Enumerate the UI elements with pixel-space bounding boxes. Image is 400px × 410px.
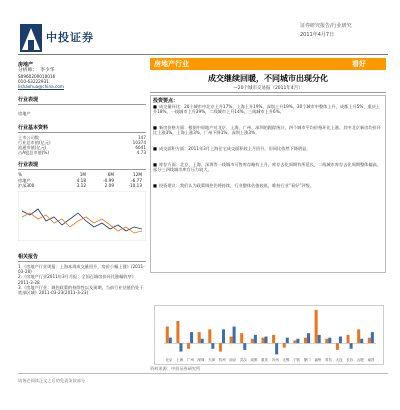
x-tick-label: 杭州 <box>218 358 226 363</box>
header-divider <box>18 54 388 55</box>
x-tick-label: 深圳 <box>197 358 205 363</box>
x-tick-label: 长沙 <box>346 358 354 363</box>
bar-厦门-series-0 <box>304 338 307 344</box>
divider <box>18 261 146 262</box>
x-tick-label: 重庆 <box>261 358 269 363</box>
bar-宁波-series-0 <box>293 340 296 343</box>
x-tick-label: 武汉 <box>239 358 247 363</box>
company-logo-icon <box>18 22 46 56</box>
bar-广州-series-1 <box>190 332 193 343</box>
x-tick-label: 南京 <box>229 358 237 363</box>
bar-大连-series-1 <box>339 337 342 344</box>
bar-天津-series-0 <box>208 329 211 343</box>
report-headline: 成交继续回暖，不同城市出现分化 <box>208 74 328 83</box>
bar-重庆-series-0 <box>261 338 264 344</box>
bar-苏州-series-0 <box>272 335 275 343</box>
left-sidebar <box>18 56 146 295</box>
table-row: 行业总市值(亿元) 10374 <box>18 139 146 145</box>
perf-chart-caption: 房地产 <box>18 110 31 116</box>
cert-number: S0960200010016 <box>18 74 56 79</box>
related-reports-list: 1.《房地产行业周报：上海本周成交量回升，房价小幅上涨》(2011-03-28) 2.《房地产行业2011年3月月报：全国百城房价环比涨幅收窄》2011-3-28 3.《房地产行业：调控政策的持续性以及预期，当前行业估值仍处于底部区域》2011-03-23(2011-3-23) <box>18 264 145 296</box>
table-header: % 1M 6M 12M <box>18 172 142 178</box>
bar-南京-series-1 <box>233 327 236 344</box>
bar-成都-series-1 <box>254 335 257 343</box>
analyst-label: 分析师： <box>18 68 38 73</box>
divider <box>150 92 386 93</box>
x-tick-label: 厦门 <box>303 358 311 363</box>
bar-无锡-series-0 <box>283 343 286 347</box>
summary-para: ■ 投资建议：我们认为政策调控仍将持续，行业整体估值较低，维持行业“看好”评级。 <box>153 183 315 188</box>
bar-南昌-series-1 <box>371 332 374 343</box>
bar-大连-series-0 <box>336 343 339 350</box>
perf-title: 行业表现 <box>18 96 39 103</box>
report-date: 2011年4月7日 <box>300 32 335 38</box>
x-tick-label: 天津 <box>208 358 215 363</box>
industry-label: 房地产 <box>18 62 34 68</box>
x-tick-label: 无锡 <box>282 358 290 363</box>
city-bar-chart <box>154 305 384 365</box>
bar-广州-series-0 <box>187 343 190 349</box>
bullet-icon: ■ <box>153 146 157 151</box>
divider <box>18 169 146 170</box>
bar-成都-series-0 <box>251 339 254 343</box>
bar-上海-series-0 <box>176 321 179 343</box>
bar-北京-series-0 <box>166 327 169 344</box>
x-tick-label: 合肥 <box>356 358 364 363</box>
bar-北京-series-1 <box>169 338 172 344</box>
banner-industry: 房地产行业 <box>154 60 189 68</box>
bullet-icon: ■ <box>153 125 157 130</box>
bar-南京-series-0 <box>230 337 233 344</box>
summary-para: ■ 成交面积方面：2011年3月上海住宅成交面积较上月回升，但同比依然下降明显。 <box>153 146 311 151</box>
table-row: 沪深300 3.12 2.09 -10.13 <box>18 182 142 188</box>
bar-青岛-series-0 <box>325 339 328 343</box>
report-type: 证券研究报告/行业研究 <box>300 23 352 29</box>
bar-重庆-series-1 <box>264 337 267 344</box>
summary-para: ■ 库存方面：北京、上海、深圳等一线城市可售库存略有上升，库存去化周期有所延长，二线城市库存去化周期整体偏高，部分三四线城市库存压力较大。 <box>153 162 381 173</box>
x-tick-label: 南昌 <box>367 358 375 363</box>
table-row: 流通市值(亿元) 6641 <box>18 145 146 151</box>
x-tick-label: 福州 <box>314 358 322 363</box>
basic-info-table <box>18 135 146 156</box>
x-tick-label: 北京 <box>165 358 173 363</box>
disclaimer-footer: 请务必阅读正文之后的免责条款部分 <box>18 378 86 383</box>
bar-杭州-series-0 <box>219 343 222 351</box>
report-subheadline: —20个城市交易报（2011年4月） <box>233 86 303 91</box>
x-tick-label: 成都 <box>250 358 258 363</box>
x-tick-label: 广州 <box>186 358 194 363</box>
summary-para: ■ 成交量环比：20个城市中北京上升17%、上海上升19%、深圳上升19%，30个城市中整体上升，成都上升5%、重庆上升18%，一线城市上升39%，二线城市上升14%，三线城市上升6%。 <box>153 104 381 115</box>
perf-caption-row <box>18 107 146 120</box>
bar-合肥-series-1 <box>360 339 363 343</box>
bar-青岛-series-1 <box>328 338 331 344</box>
bar-长沙-series-0 <box>347 335 350 343</box>
bar-厦门-series-1 <box>307 333 310 343</box>
table-row: 上市公司数 147 <box>18 134 146 140</box>
bar-武汉-series-1 <box>243 343 246 350</box>
company-name: 中投证券 <box>46 31 94 44</box>
perf-table <box>18 172 146 188</box>
perf2-title: 行业表现 <box>18 162 39 169</box>
x-tick-label: 大连 <box>335 358 343 363</box>
related-reports-title: 相关报告 <box>18 254 39 261</box>
divider <box>18 104 146 105</box>
chart-source: 资料来源：中投证券研究所 <box>150 366 201 371</box>
summary-title: 投资要点： <box>153 98 179 104</box>
bar-杭州-series-1 <box>222 329 225 343</box>
bullet-icon: ■ <box>153 162 157 167</box>
bullet-icon: ■ <box>153 104 157 109</box>
bar-无锡-series-1 <box>286 338 289 344</box>
table-row: 占A股总市值(%) 4.73 <box>18 150 146 156</box>
email-link[interactable]: lishaohua@china.com <box>18 84 64 90</box>
basic-info-title: 行业基本资料 <box>18 124 49 131</box>
x-tick-label: 青岛 <box>324 358 332 363</box>
bar-苏州-series-1 <box>275 343 278 354</box>
bar-合肥-series-0 <box>357 329 360 343</box>
divider <box>18 132 146 133</box>
bar-南昌-series-0 <box>368 338 371 344</box>
banner-rating: 看好 <box>352 60 366 68</box>
bar-深圳-series-1 <box>201 339 204 343</box>
bar-天津-series-1 <box>211 343 214 349</box>
summary-para: ■ 新房价格方面：根据中原地产对北京、上海、广州、深圳的跟踪统计，四个城市平均价格环比上涨。其中北京新房均价环比上涨3%，上海上涨3%，广州下降1%，深圳上涨3%。 <box>153 125 381 136</box>
bar-宁波-series-1 <box>296 339 299 343</box>
x-tick-label: 苏州 <box>271 358 279 363</box>
bar-福州-series-1 <box>318 335 321 343</box>
bar-武汉-series-0 <box>240 333 243 343</box>
chart-frame <box>18 191 146 241</box>
x-tick-label: 上海 <box>176 358 184 363</box>
bar-上海-series-1 <box>179 343 182 351</box>
footer-divider <box>18 373 388 374</box>
bullet-icon: ■ <box>153 183 157 188</box>
phone: 010-63222931 <box>18 79 49 85</box>
bar-深圳-series-0 <box>198 332 201 343</box>
bar-长沙-series-1 <box>350 343 353 349</box>
x-tick-label: 宁波 <box>293 358 301 363</box>
bar-福州-series-0 <box>315 310 318 343</box>
index-line-chart <box>18 191 146 241</box>
analyst-name: 李少华 <box>40 68 55 73</box>
table-row: 房地产 4.18 -0.99 -6.77 <box>18 177 142 183</box>
